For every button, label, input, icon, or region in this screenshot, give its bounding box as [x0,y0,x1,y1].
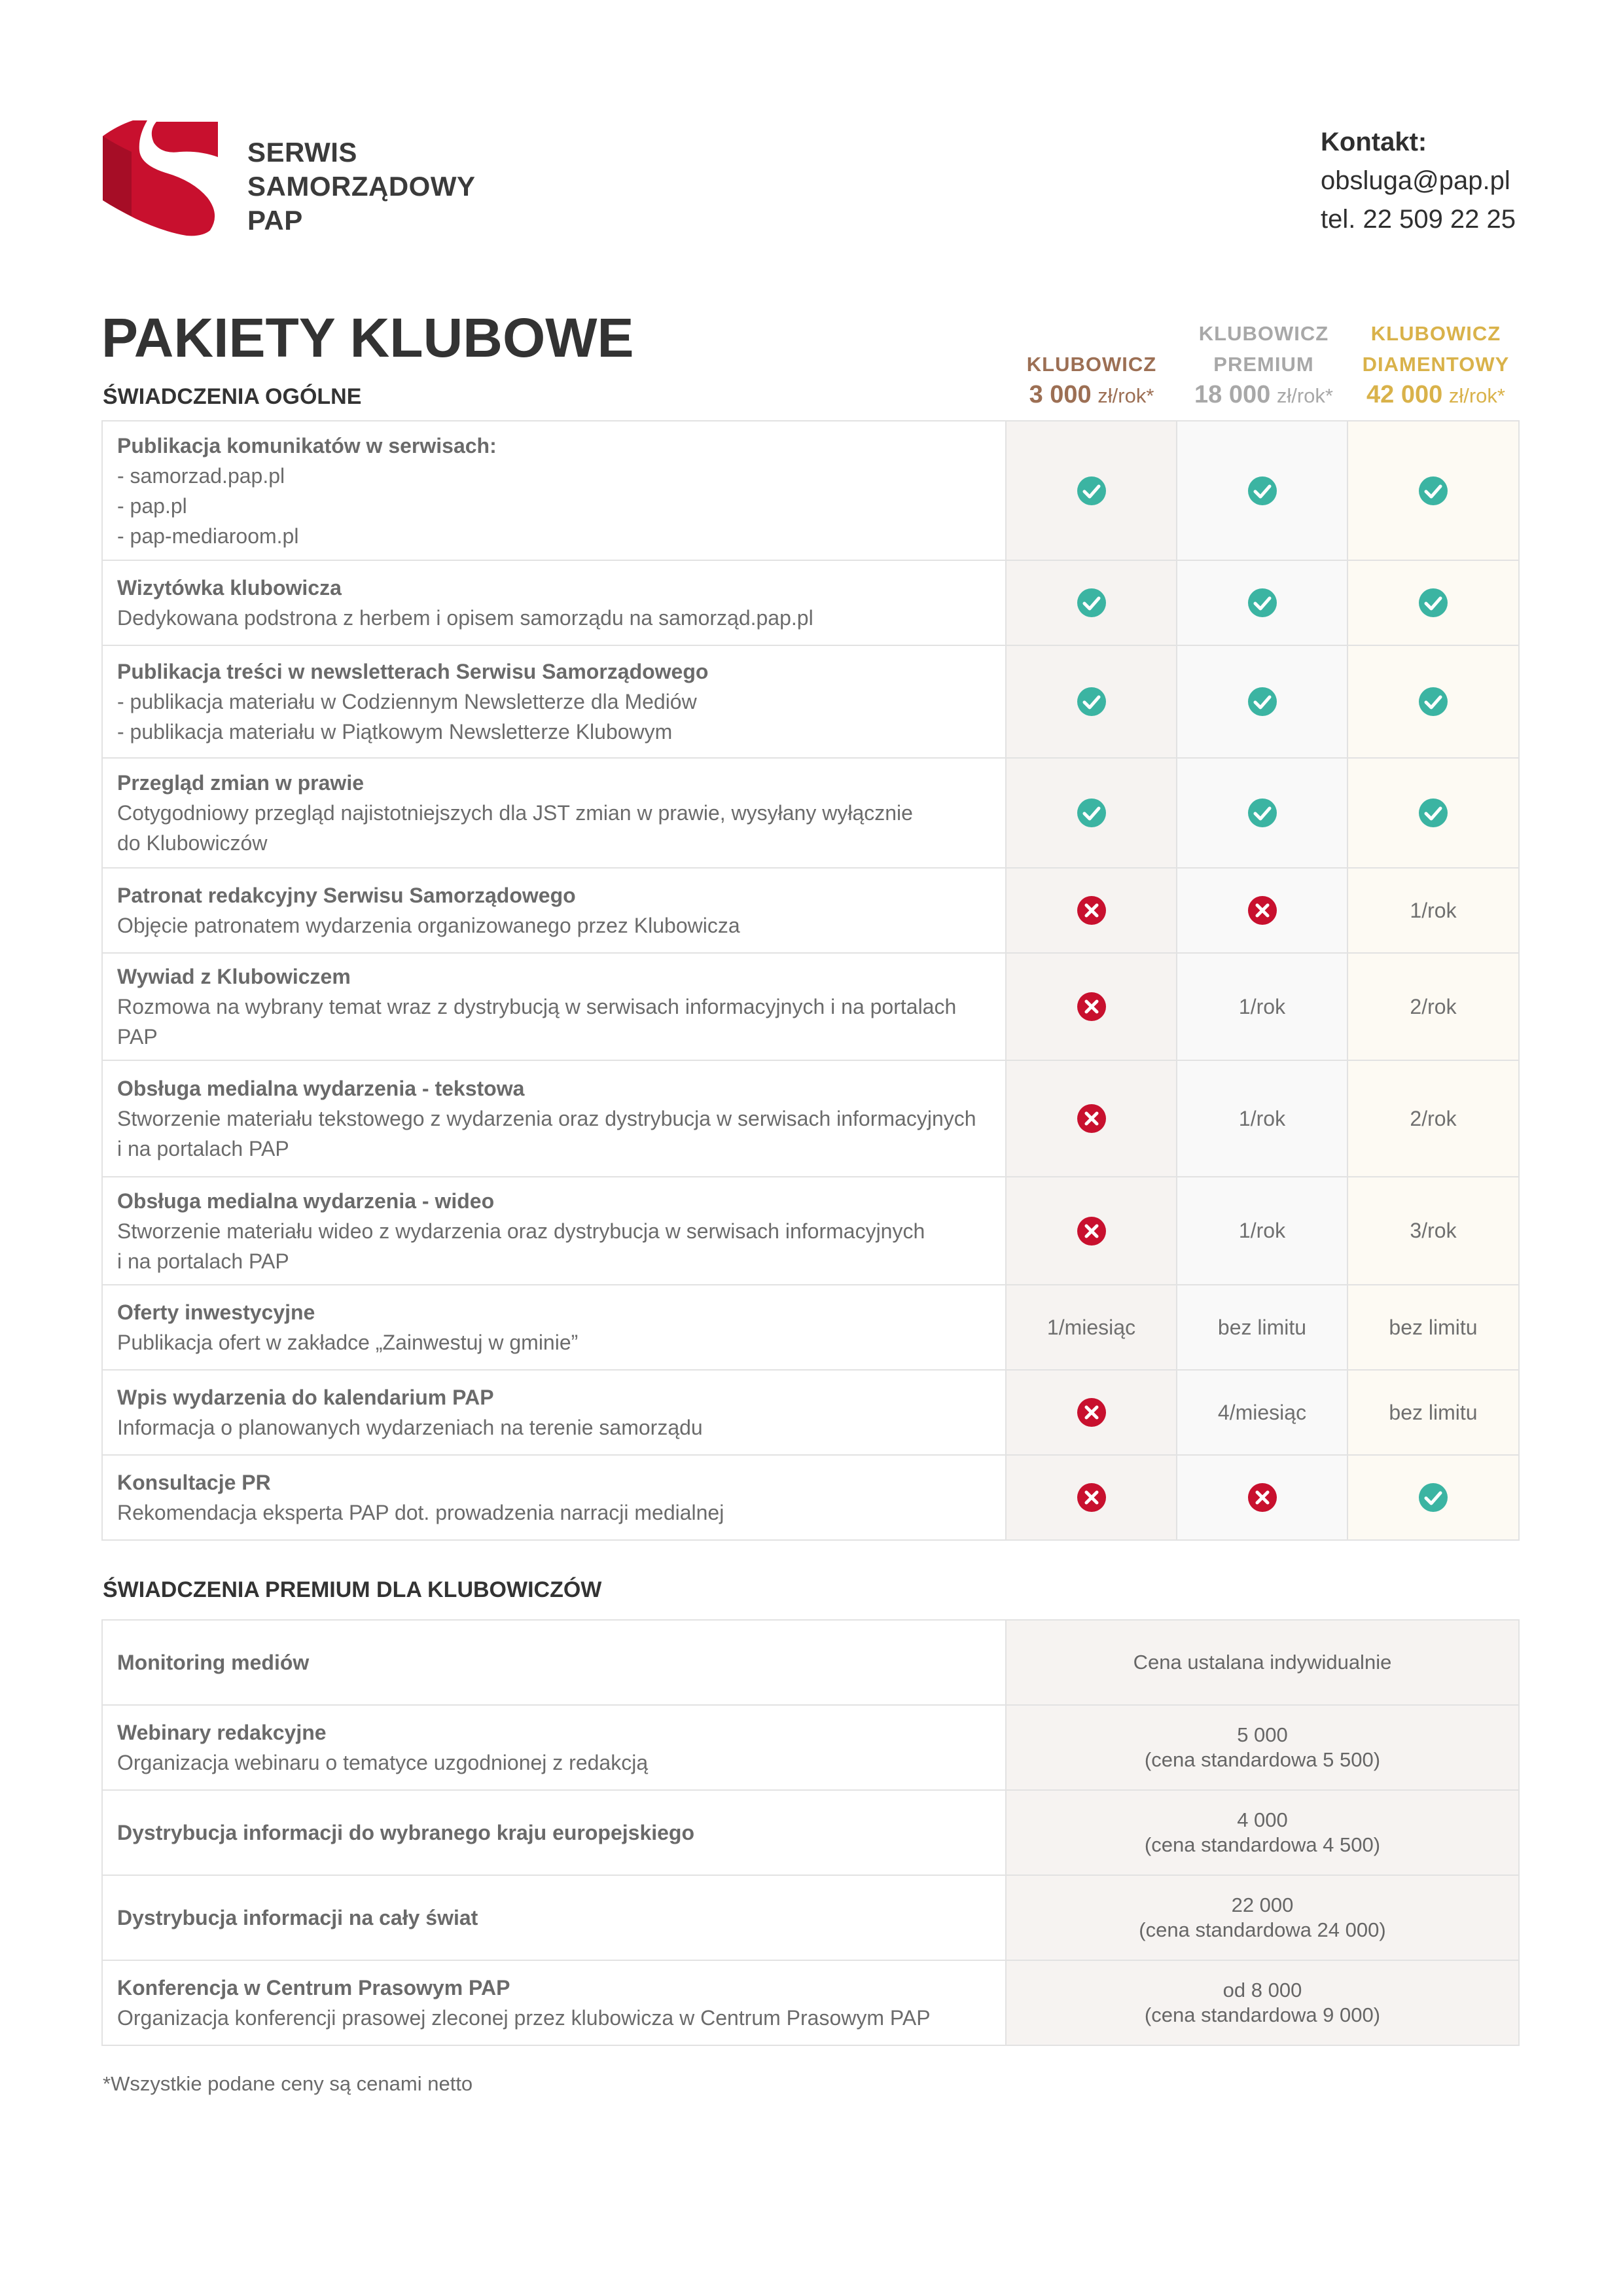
premium-name: Konferencja w Centrum Prasowym PAP [117,1976,510,2000]
benefit-detail: Rozmowa na wybrany temat wraz z dystrybucją w serwisach informacyjnych i na portalach PAP [117,995,957,1049]
premium-price-cell [1006,1620,1519,1705]
package-name: KLUBOWICZ [1026,353,1157,376]
benefit-detail: Informacja o planowanych wydarzeniach na terenie samorządu [117,1416,703,1439]
benefit-limit: 1/rok [1238,1106,1286,1130]
benefit-value-cell [1177,645,1347,758]
premium-description [102,1875,1006,1960]
x-circle-icon [1077,897,1107,920]
package-unit: zł/rok* [1276,384,1333,407]
logo-line-3: PAP [247,205,303,236]
x-circle-icon [1077,1105,1107,1128]
check-circle-icon [1077,688,1107,711]
benefit-value-cell [1006,1177,1177,1285]
benefit-row [102,1177,1519,1285]
premium-price: od 8 000 [1222,1979,1302,2001]
benefit-description [102,953,1006,1060]
benefit-row [102,645,1519,758]
benefit-name: Wpis wydarzenia do kalendarium PAP [117,1386,494,1409]
benefit-limit: 1/miesiąc [1046,1315,1136,1339]
benefit-value-cell [1347,560,1519,645]
premium-price: Cena ustalana indywidualnie [1133,1651,1392,1674]
premium-price: 4 000 [1237,1808,1288,1831]
benefit-value-cell [1006,758,1177,868]
premium-detail: Organizacja webinaru o tematyce uzgodnionej z redakcją [117,1751,649,1774]
benefit-limit: 2/rok [1410,1106,1457,1130]
check-circle-icon [1247,589,1277,613]
benefit-detail: - publikacja materiału w Codziennym Newsletterze dla Mediów [117,690,697,713]
benefit-value-cell [1177,1177,1347,1285]
benefit-row [102,1060,1519,1177]
benefit-value-cell [1177,1455,1347,1540]
benefit-name: Wywiad z Klubowiczem [117,965,351,988]
benefit-detail: - pap.pl [117,493,187,518]
benefit-name: Przegląd zmian w prawie [117,771,364,795]
package-price: 42 000 [1366,381,1443,408]
premium-row [102,1960,1519,2045]
premium-price: (cena standardowa 4 500) [1144,1833,1381,1856]
benefit-value-cell [1347,1455,1519,1540]
benefit-value-cell [1006,421,1177,560]
benefit-name: Publikacja treści w newsletterach Serwisu Samorządowego [117,660,709,683]
check-circle-icon [1077,799,1107,823]
benefit-detail: do Klubowiczów [117,831,268,855]
benefit-limit: 2/rok [1410,994,1457,1018]
premium-row [102,1620,1519,1705]
benefit-value-cell [1006,1060,1177,1177]
benefit-value-cell [1006,1285,1177,1370]
benefit-description [102,421,1006,560]
section-premium-title: ŚWIADCZENIA PREMIUM DLA KLUBOWICZÓW [103,1577,602,1602]
premium-row [102,1790,1519,1875]
benefit-value-cell [1347,868,1519,953]
x-circle-icon [1077,1399,1107,1422]
premium-price: 5 000 [1237,1723,1288,1746]
package-name-line-2: DIAMENTOWY [1362,353,1510,376]
benefit-detail: - publikacja materiału w Piątkowym Newsletterze Klubowym [117,720,673,744]
benefit-value-cell [1006,1455,1177,1540]
contact-block [1321,123,1516,239]
benefit-value-cell [1177,1285,1347,1370]
benefit-limit: 1/rok [1238,1219,1286,1242]
check-circle-icon [1077,477,1107,501]
logo-line-2: SAMORZĄDOWY [247,171,476,202]
benefit-detail: Rekomendacja eksperta PAP dot. prowadzenia narracji medialnej [117,1501,724,1524]
contact-phone[interactable]: tel. 22 509 22 25 [1321,205,1516,234]
check-circle-icon [1077,589,1107,613]
x-circle-icon [1077,1484,1107,1507]
benefit-description [102,1060,1006,1177]
benefit-detail: - pap-mediaroom.pl [117,524,299,548]
benefit-value-cell [1006,560,1177,645]
benefit-value-cell [1177,421,1347,560]
benefit-limit: 3/rok [1410,1219,1457,1242]
benefit-detail: Stworzenie materiału wideo z wydarzenia oraz dystrybucja w serwisach informacyjnych [117,1219,925,1243]
benefit-detail: Publikacja ofert w zakładce „Zainwestuj w gminie” [117,1331,579,1354]
logo-line-1: SERWIS [247,137,357,168]
premium-price: (cena standardowa 24 000) [1139,1918,1386,1941]
premium-name: Dystrybucja informacji do wybranego kraju europejskiego [117,1821,695,1844]
package-name: KLUBOWICZ [1370,322,1501,345]
benefit-row [102,868,1519,953]
page-title: PAKIETY KLUBOWE [101,307,634,368]
check-circle-icon [1418,477,1448,501]
section-general-title: ŚWIADCZENIA OGÓLNE [103,384,362,409]
premium-row [102,1875,1519,1960]
package-header-diamentowy [1350,318,1522,411]
benefits-table [101,420,1520,1541]
benefit-value-cell [1347,758,1519,868]
benefit-description [102,758,1006,868]
premium-price-cell [1006,1790,1519,1875]
package-unit: zł/rok* [1097,384,1154,407]
premium-price: 22 000 [1231,1893,1294,1916]
footnote: *Wszystkie podane ceny są cenami netto [103,2072,473,2095]
benefit-description [102,1177,1006,1285]
check-circle-icon [1247,477,1277,501]
benefit-value-cell [1347,1370,1519,1455]
benefit-value-cell [1347,1060,1519,1177]
package-price: 18 000 [1194,381,1271,408]
benefit-limit: 1/rok [1238,994,1286,1018]
check-circle-icon [1247,688,1277,711]
benefit-row [102,953,1519,1060]
check-circle-icon [1418,589,1448,613]
benefit-description [102,1370,1006,1455]
x-circle-icon [1077,1217,1107,1241]
package-name-line-2: PREMIUM [1213,353,1314,376]
contact-email[interactable]: obsluga@pap.pl [1321,166,1510,195]
benefit-value-cell [1006,1370,1177,1455]
benefit-value-cell [1177,953,1347,1060]
benefit-name: Obsługa medialna wydarzenia - tekstowa [117,1077,525,1100]
benefit-row [102,1455,1519,1540]
package-header-klubowicz [1006,349,1177,411]
benefit-row [102,1370,1519,1455]
benefit-description [102,868,1006,953]
premium-price: (cena standardowa 5 500) [1144,1748,1381,1771]
benefit-value-cell [1177,868,1347,953]
benefit-value-cell [1006,953,1177,1060]
x-circle-icon [1247,897,1277,920]
benefit-value-cell [1006,645,1177,758]
package-unit: zł/rok* [1448,384,1505,407]
benefit-value-cell [1177,1060,1347,1177]
benefit-value-cell [1006,868,1177,953]
check-circle-icon [1247,799,1277,823]
benefit-limit: 1/rok [1410,898,1457,922]
benefit-limit: bez limitu [1389,1400,1478,1424]
premium-name: Dystrybucja informacji na cały świat [117,1906,478,1929]
pap-logo-icon [101,119,219,237]
benefit-value-cell [1347,1285,1519,1370]
benefit-row [102,421,1519,560]
premium-price-cell [1006,1875,1519,1960]
premium-name: Monitoring mediów [117,1651,310,1674]
benefit-row [102,758,1519,868]
benefit-name: Obsługa medialna wydarzenia - wideo [117,1189,495,1213]
benefit-detail: - samorzad.pap.pl [117,463,285,488]
logo-text [247,135,475,238]
package-price: 3 000 [1029,381,1092,408]
benefit-detail: i na portalach PAP [117,1137,289,1160]
benefit-limit: 4/miesiąc [1217,1400,1307,1424]
benefit-value-cell [1347,421,1519,560]
benefit-detail: Dedykowana podstrona z herbem i opisem samorządu na samorząd.pap.pl [117,606,813,630]
benefit-detail: Cotygodniowy przegląd najistotniejszych dla JST zmian w prawie, wysyłany wyłącznie [117,801,913,825]
check-circle-icon [1418,688,1448,711]
premium-description [102,1620,1006,1705]
benefit-limit: bez limitu [1217,1315,1307,1339]
premium-name: Webinary redakcyjne [117,1721,327,1744]
check-circle-icon [1418,799,1448,823]
premium-detail: Organizacja konferencji prasowej zleconej przez klubowicza w Centrum Prasowym PAP [117,2006,931,2030]
premium-description [102,1790,1006,1875]
benefit-limit: bez limitu [1389,1315,1478,1339]
check-circle-icon [1418,1484,1448,1507]
package-name: KLUBOWICZ [1198,322,1329,345]
benefit-row [102,1285,1519,1370]
benefit-name: Patronat redakcyjny Serwisu Samorządowego [117,884,576,907]
premium-table [101,1619,1520,2046]
benefit-description [102,560,1006,645]
premium-row [102,1705,1519,1790]
benefit-name: Wizytówka klubowicza [117,576,342,600]
premium-price-cell [1006,1705,1519,1790]
benefit-name: Publikacja komunikatów w serwisach: [117,433,497,457]
benefit-value-cell [1177,560,1347,645]
benefit-value-cell [1177,758,1347,868]
premium-description [102,1705,1006,1790]
benefit-name: Oferty inwestycyjne [117,1300,315,1324]
benefit-detail: Objęcie patronatem wydarzenia organizowanego przez Klubowicza [117,914,740,937]
premium-price-cell [1006,1960,1519,2045]
benefit-detail: i na portalach PAP [117,1249,289,1273]
x-circle-icon [1077,993,1107,1016]
benefit-value-cell [1177,1370,1347,1455]
premium-description [102,1960,1006,2045]
package-header-premium [1178,318,1349,411]
x-circle-icon [1247,1484,1277,1507]
contact-label: Kontakt: [1321,128,1427,156]
benefit-value-cell [1347,953,1519,1060]
benefit-value-cell [1347,1177,1519,1285]
benefit-description [102,1285,1006,1370]
benefit-detail: Stworzenie materiału tekstowego z wydarzenia oraz dystrybucja w serwisach informacyjnych [117,1107,976,1130]
benefit-row [102,560,1519,645]
benefit-description [102,1455,1006,1540]
benefit-value-cell [1347,645,1519,758]
benefit-name: Konsultacje PR [117,1471,271,1494]
benefit-description [102,645,1006,758]
premium-price: (cena standardowa 9 000) [1144,2003,1381,2026]
